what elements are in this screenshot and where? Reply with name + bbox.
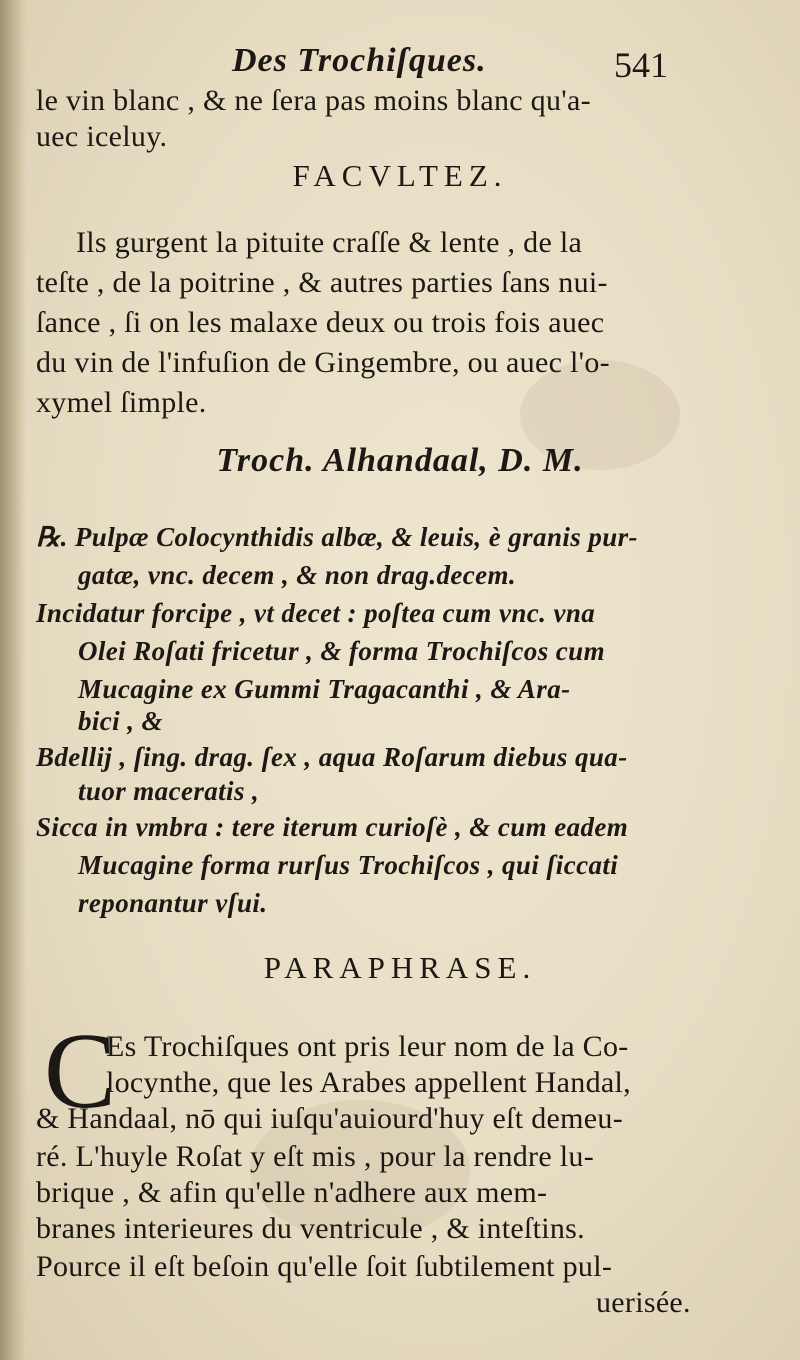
recipe-line: Mucagine forma rurſus Trochiſcos , qui ſiccati [78, 850, 619, 880]
text-line: Pource il eſt beſoin qu'elle ſoit ſubtilement pul- [36, 1250, 613, 1283]
recipe-title: Troch. Alhandaal, D. M. [216, 442, 584, 479]
recipe-line: gatæ, vnc. decem , & non drag.decem. [78, 560, 517, 590]
recipe-line: bici , & [78, 706, 163, 736]
text-line: ſance , ſi on les malaxe deux ou trois fois auec [36, 306, 605, 339]
section-heading-facultez: FACVLTEZ. [292, 158, 508, 193]
text-line: & Handaal, nō qui iuſqu'auiourd'huy eſt demeu- [36, 1102, 623, 1135]
page-number: 541 [614, 45, 668, 85]
text-line: uerisée. [596, 1286, 691, 1319]
text-line: brique , & afin qu'elle n'adhere aux mem- [36, 1176, 548, 1209]
recipe-line: reponantur vſui. [78, 888, 268, 918]
recipe-line: tuor maceratis , [78, 776, 260, 806]
recipe-line: Incidatur forcipe , vt decet : poſtea cum vnc. vna [36, 598, 596, 628]
text-line: Ils gurgent la pituite craſſe & lente , de la [76, 226, 583, 259]
text-line: du vin de l'infuſion de Gingembre, ou auec l'o- [36, 346, 610, 379]
running-header [0, 36, 800, 86]
book-spine-shadow [0, 0, 26, 1360]
text-line: ré. L'huyle Roſat y eſt mis , pour la rendre lu- [36, 1140, 594, 1173]
recipe-line: Mucagine ex Gummi Tragacanthi , & Ara- [78, 674, 571, 704]
text-line: uec iceluy. [36, 120, 168, 153]
recipe-line: ℞. Pulpæ Colocynthidis albæ, & leuis, è granis pur- [36, 522, 638, 552]
text-line: Es Trochiſques ont pris leur nom de la Co- [106, 1030, 629, 1063]
recipe-line: Olei Roſati fricetur , & forma Trochiſcos cum [78, 636, 605, 666]
drop-cap: C [44, 1012, 117, 1131]
text-line: le vin blanc , & ne ſera pas moins blanc qu'a- [36, 84, 591, 117]
running-title: Des Trochiſques. [232, 42, 487, 79]
text-line: branes interieures du ventricule , & inteſtins. [36, 1212, 585, 1245]
recipe-line: Sicca in vmbra : tere iterum curioſè , & cum eadem [36, 812, 629, 842]
text-line: locynthe, que les Arabes appellent Handal, [106, 1066, 631, 1099]
recipe-line: Bdellij , ſing. drag. ſex , aqua Roſarum diebus qua- [36, 742, 628, 772]
text-line: teſte , de la poitrine , & autres parties ſans nui- [36, 266, 608, 299]
text-line: xymel ſimple. [36, 386, 207, 419]
section-heading-paraphrase: PARAPHRASE. [263, 950, 537, 985]
